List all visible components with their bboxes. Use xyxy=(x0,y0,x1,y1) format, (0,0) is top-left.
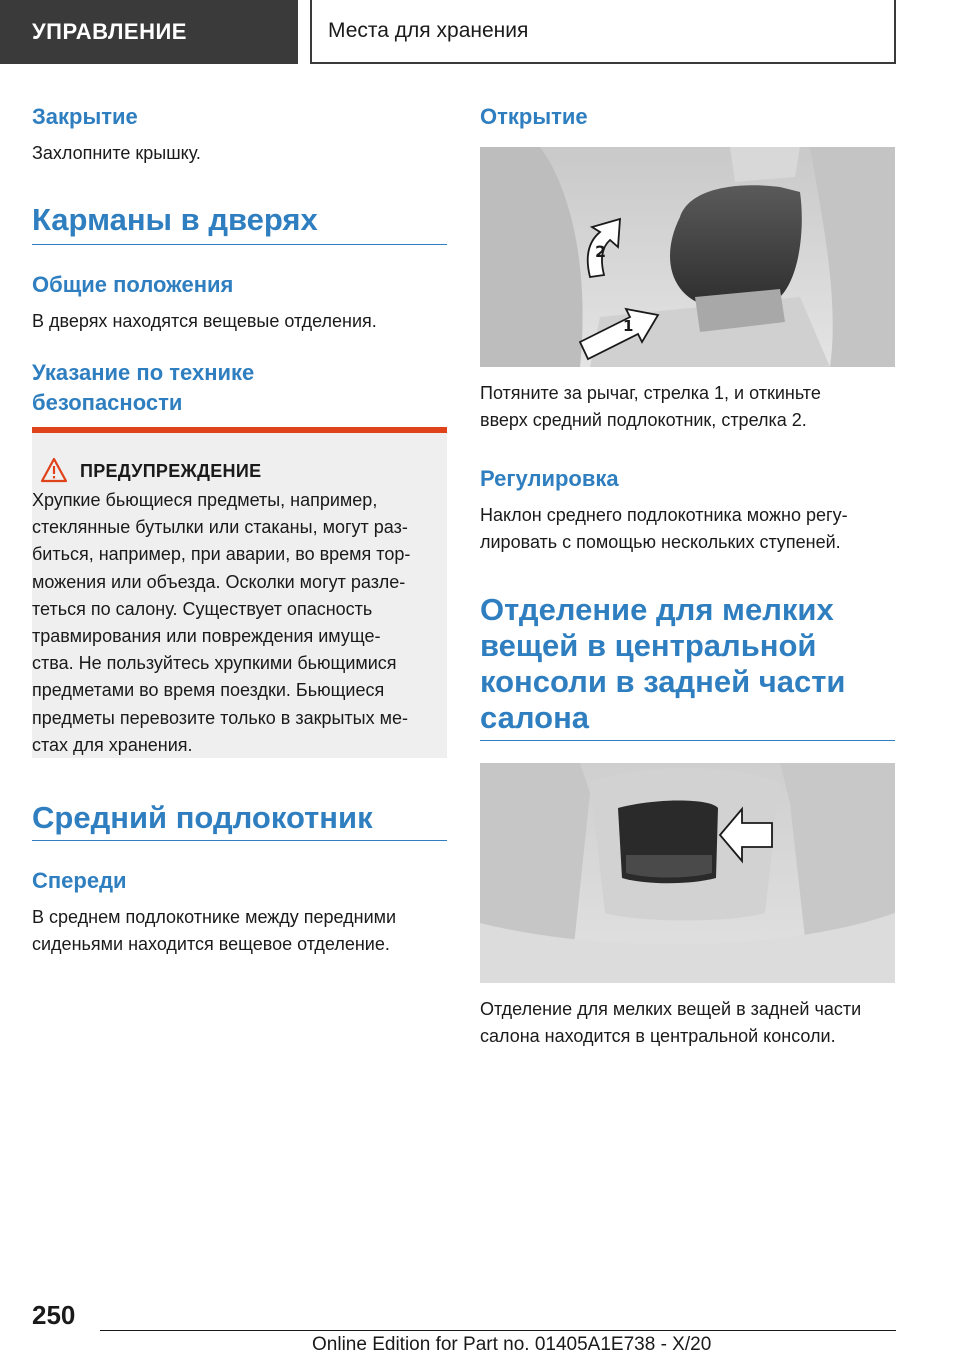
warning-text xyxy=(32,487,440,759)
warning-line: ства. Не пользуйтесь хрупкими бьющимися xyxy=(32,653,397,674)
console-heading-line: консоли в задней части xyxy=(480,663,846,699)
general-heading: Общие положения xyxy=(32,272,234,297)
heading-rule xyxy=(32,840,447,841)
front-heading: Спереди xyxy=(32,868,127,893)
console-heading xyxy=(480,592,895,736)
console-line: салона находится в центральной консоли. xyxy=(480,1026,836,1046)
chapter-tab xyxy=(310,0,896,64)
armrest-heading: Средний подлокотник xyxy=(32,800,373,835)
adjust-heading: Регулировка xyxy=(480,466,619,491)
front-text xyxy=(32,904,447,958)
heading-rule xyxy=(32,244,447,245)
edition-note: Online Edition for Part no. 01405A1E738 - X/20 xyxy=(312,1334,712,1355)
section-title: УПРАВЛЕНИЕ xyxy=(32,19,187,44)
adjust-text xyxy=(480,502,895,556)
front-line: сиденьями находится вещевое отделение. xyxy=(32,934,390,954)
opening-line: Потяните за рычаг, стрелка 1, и откиньте xyxy=(480,383,821,403)
opening-text xyxy=(480,380,895,434)
closing-heading: Закрытие xyxy=(32,104,138,129)
door-pockets-heading: Карманы в дверях xyxy=(32,202,318,237)
front-line: В среднем подлокотнике между передними xyxy=(32,907,397,927)
console-heading-line: вещей в центральной xyxy=(480,627,817,663)
warning-line: теться по салону. Существует опасность xyxy=(32,598,373,619)
adjust-line: лировать с помощью нескольких ступеней. xyxy=(480,532,841,552)
armrest-photo xyxy=(480,147,895,367)
footer-rule xyxy=(100,1330,896,1331)
console-line: Отделение для мелких вещей в задней части xyxy=(480,999,862,1019)
warning-line: предметами во время поездки. Бьющиеся xyxy=(32,680,385,701)
console-heading-line: Отделение для мелких xyxy=(480,592,834,627)
arrow-2-label: 2 xyxy=(595,242,607,261)
warning-line: предметы перевозите только в закрытых ме- xyxy=(32,707,408,728)
warning-triangle-icon xyxy=(40,457,68,483)
heading-rule xyxy=(480,740,895,741)
page-number: 250 xyxy=(32,1300,76,1330)
warning-line: стеклянные бутылки или стаканы, могут раз- xyxy=(32,517,408,538)
warning-box xyxy=(32,427,447,758)
warning-line: можения или объезда. Осколки могут разле- xyxy=(32,571,406,592)
safety-heading-line-2: безопасности xyxy=(32,390,183,415)
opening-heading: Открытие xyxy=(480,104,588,129)
general-text: В дверях находятся вещевые отделения. xyxy=(32,311,377,331)
warning-line: Хрупкие бьющиеся предметы, например, xyxy=(32,490,378,510)
chapter-title: Места для хранения xyxy=(328,19,529,42)
arrow-1-label: 1 xyxy=(623,317,634,335)
adjust-line: Наклон среднего подлокотника можно регу- xyxy=(480,505,848,525)
closing-text: Захлопните крышку. xyxy=(32,143,201,163)
warning-line: травмирования или повреждения имуще- xyxy=(32,626,381,647)
opening-line: вверх средний подлокотник, стрелка 2. xyxy=(480,410,807,430)
section-tab xyxy=(0,0,298,64)
console-text xyxy=(480,996,895,1050)
warning-line: биться, например, при аварии, во время тор- xyxy=(32,544,411,565)
warning-label: ПРЕДУПРЕЖДЕНИЕ xyxy=(80,461,262,481)
armrest-illustration xyxy=(480,147,895,367)
warning-line: стах для хранения. xyxy=(32,734,193,755)
safety-heading-line-1: Указание по технике xyxy=(32,360,255,385)
console-illustration xyxy=(480,763,895,983)
console-heading-line: салона xyxy=(480,699,590,735)
console-photo xyxy=(480,763,895,983)
